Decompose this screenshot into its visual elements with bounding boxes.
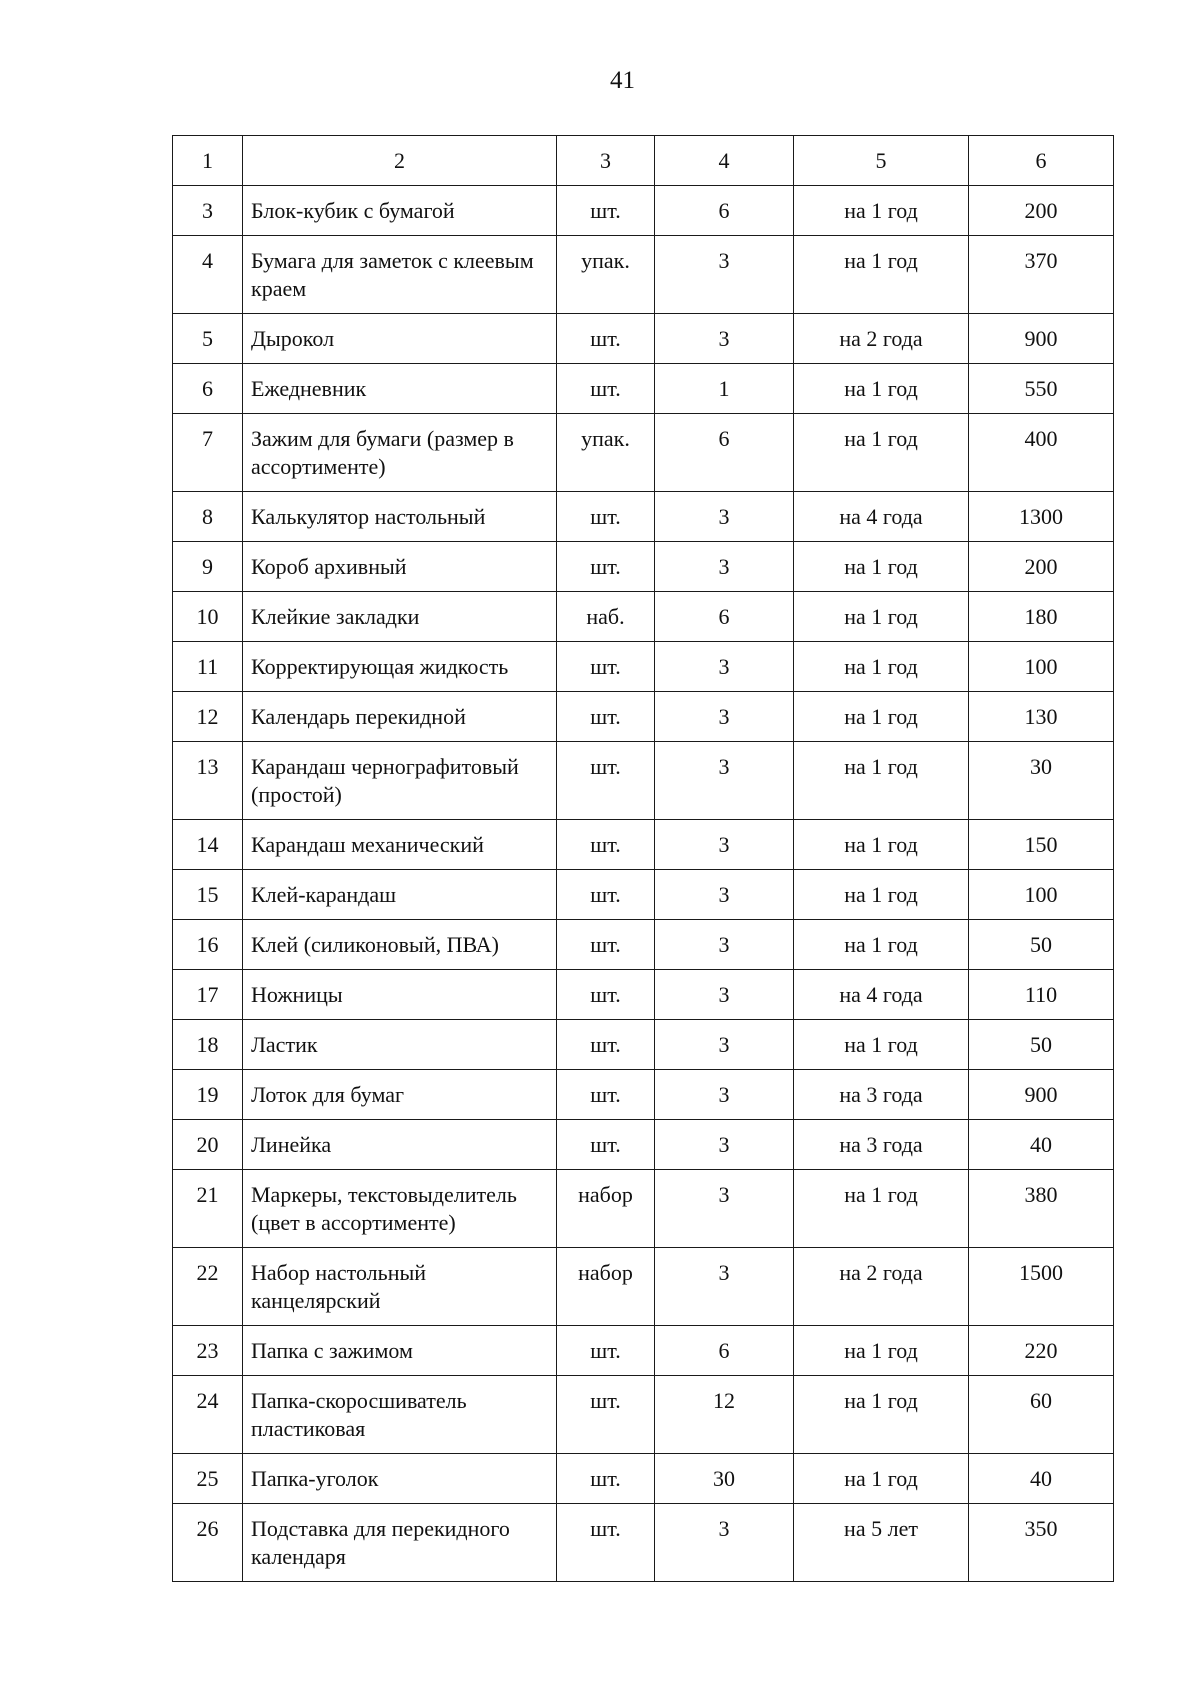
item-name-cell: Карандаш чернографитовый (простой) <box>243 742 557 820</box>
price-cell: 40 <box>969 1120 1114 1170</box>
table-row <box>173 1454 1114 1504</box>
quantity-cell: 3 <box>655 970 794 1020</box>
quantity-cell: 3 <box>655 1504 794 1582</box>
item-name-cell: Маркеры, текстовыделитель (цвет в ассортименте) <box>243 1170 557 1248</box>
quantity-cell: 6 <box>655 186 794 236</box>
price-cell: 200 <box>969 186 1114 236</box>
term-cell: на 1 год <box>794 414 969 492</box>
term-cell: на 1 год <box>794 236 969 314</box>
price-cell: 220 <box>969 1326 1114 1376</box>
row-number-cell: 26 <box>173 1504 243 1582</box>
item-name-cell: Калькулятор настольный <box>243 492 557 542</box>
term-cell: на 1 год <box>794 1170 969 1248</box>
unit-cell: шт. <box>557 1070 655 1120</box>
row-number-cell: 7 <box>173 414 243 492</box>
quantity-cell: 3 <box>655 314 794 364</box>
quantity-cell: 3 <box>655 820 794 870</box>
term-cell: на 1 год <box>794 1376 969 1454</box>
quantity-cell: 3 <box>655 1070 794 1120</box>
row-number-cell: 4 <box>173 236 243 314</box>
unit-cell: упак. <box>557 236 655 314</box>
term-cell: на 1 год <box>794 692 969 742</box>
price-cell: 350 <box>969 1504 1114 1582</box>
table-row <box>173 1120 1114 1170</box>
unit-cell: упак. <box>557 414 655 492</box>
quantity-cell: 6 <box>655 592 794 642</box>
item-name-cell: Ластик <box>243 1020 557 1070</box>
unit-cell: шт. <box>557 1376 655 1454</box>
row-number-cell: 23 <box>173 1326 243 1376</box>
quantity-cell: 3 <box>655 692 794 742</box>
table-row <box>173 1020 1114 1070</box>
row-number-cell: 6 <box>173 364 243 414</box>
row-number-cell: 25 <box>173 1454 243 1504</box>
price-cell: 200 <box>969 542 1114 592</box>
price-cell: 1500 <box>969 1248 1114 1326</box>
unit-cell: шт. <box>557 692 655 742</box>
row-number-cell: 20 <box>173 1120 243 1170</box>
header-cell: 6 <box>969 136 1114 186</box>
price-cell: 550 <box>969 364 1114 414</box>
header-cell: 2 <box>243 136 557 186</box>
price-cell: 50 <box>969 920 1114 970</box>
item-name-cell: Ежедневник <box>243 364 557 414</box>
table-row <box>173 820 1114 870</box>
table-row <box>173 1070 1114 1120</box>
item-name-cell: Подставка для перекидного календаря <box>243 1504 557 1582</box>
price-cell: 50 <box>969 1020 1114 1070</box>
unit-cell: шт. <box>557 642 655 692</box>
term-cell: на 1 год <box>794 920 969 970</box>
price-cell: 900 <box>969 314 1114 364</box>
table-row <box>173 1326 1114 1376</box>
term-cell: на 1 год <box>794 592 969 642</box>
row-number-cell: 8 <box>173 492 243 542</box>
table-row <box>173 970 1114 1020</box>
row-number-cell: 24 <box>173 1376 243 1454</box>
row-number-cell: 9 <box>173 542 243 592</box>
row-number-cell: 13 <box>173 742 243 820</box>
unit-cell: шт. <box>557 186 655 236</box>
item-name-cell: Блок-кубик с бумагой <box>243 186 557 236</box>
row-number-cell: 11 <box>173 642 243 692</box>
table-row <box>173 592 1114 642</box>
quantity-cell: 1 <box>655 364 794 414</box>
term-cell: на 1 год <box>794 742 969 820</box>
term-cell: на 1 год <box>794 1454 969 1504</box>
price-cell: 110 <box>969 970 1114 1020</box>
price-cell: 180 <box>969 592 1114 642</box>
item-name-cell: Лоток для бумаг <box>243 1070 557 1120</box>
table-row <box>173 920 1114 970</box>
row-number-cell: 12 <box>173 692 243 742</box>
unit-cell: шт. <box>557 1120 655 1170</box>
unit-cell: шт. <box>557 364 655 414</box>
page-number: 41 <box>610 67 635 94</box>
item-name-cell: Папка-уголок <box>243 1454 557 1504</box>
row-number-cell: 22 <box>173 1248 243 1326</box>
row-number-cell: 21 <box>173 1170 243 1248</box>
table-row <box>173 742 1114 820</box>
table-row <box>173 642 1114 692</box>
unit-cell: наб. <box>557 592 655 642</box>
term-cell: на 1 год <box>794 1020 969 1070</box>
unit-cell: шт. <box>557 1504 655 1582</box>
price-cell: 150 <box>969 820 1114 870</box>
quantity-cell: 3 <box>655 1248 794 1326</box>
unit-cell: шт. <box>557 870 655 920</box>
term-cell: на 1 год <box>794 870 969 920</box>
unit-cell: шт. <box>557 1454 655 1504</box>
unit-cell: набор <box>557 1248 655 1326</box>
row-number-cell: 10 <box>173 592 243 642</box>
item-name-cell: Линейка <box>243 1120 557 1170</box>
unit-cell: шт. <box>557 314 655 364</box>
unit-cell: шт. <box>557 970 655 1020</box>
unit-cell: шт. <box>557 542 655 592</box>
term-cell: на 3 года <box>794 1070 969 1120</box>
quantity-cell: 12 <box>655 1376 794 1454</box>
price-cell: 40 <box>969 1454 1114 1504</box>
header-cell: 5 <box>794 136 969 186</box>
price-cell: 1300 <box>969 492 1114 542</box>
table-row <box>173 870 1114 920</box>
table-row <box>173 186 1114 236</box>
quantity-cell: 3 <box>655 1020 794 1070</box>
item-name-cell: Набор настольный канцелярский <box>243 1248 557 1326</box>
quantity-cell: 3 <box>655 742 794 820</box>
price-cell: 130 <box>969 692 1114 742</box>
price-cell: 400 <box>969 414 1114 492</box>
table-row <box>173 1376 1114 1454</box>
unit-cell: шт. <box>557 742 655 820</box>
row-number-cell: 16 <box>173 920 243 970</box>
table-row <box>173 236 1114 314</box>
unit-cell: шт. <box>557 1020 655 1070</box>
unit-cell: шт. <box>557 1326 655 1376</box>
term-cell: на 3 года <box>794 1120 969 1170</box>
header-cell: 1 <box>173 136 243 186</box>
price-cell: 100 <box>969 870 1114 920</box>
supplies-table <box>172 135 1114 1582</box>
term-cell: на 2 года <box>794 314 969 364</box>
price-cell: 60 <box>969 1376 1114 1454</box>
item-name-cell: Папка с зажимом <box>243 1326 557 1376</box>
term-cell: на 1 год <box>794 1326 969 1376</box>
row-number-cell: 15 <box>173 870 243 920</box>
quantity-cell: 3 <box>655 492 794 542</box>
quantity-cell: 3 <box>655 1120 794 1170</box>
row-number-cell: 18 <box>173 1020 243 1070</box>
table-header-row <box>173 136 1114 186</box>
quantity-cell: 3 <box>655 236 794 314</box>
table-row <box>173 542 1114 592</box>
price-cell: 100 <box>969 642 1114 692</box>
price-cell: 900 <box>969 1070 1114 1120</box>
table-row <box>173 414 1114 492</box>
term-cell: на 1 год <box>794 820 969 870</box>
term-cell: на 1 год <box>794 364 969 414</box>
item-name-cell: Календарь перекидной <box>243 692 557 742</box>
unit-cell: шт. <box>557 920 655 970</box>
price-cell: 380 <box>969 1170 1114 1248</box>
quantity-cell: 3 <box>655 870 794 920</box>
row-number-cell: 3 <box>173 186 243 236</box>
term-cell: на 4 года <box>794 970 969 1020</box>
item-name-cell: Папка-скоросшиватель пластиковая <box>243 1376 557 1454</box>
item-name-cell: Клей-карандаш <box>243 870 557 920</box>
term-cell: на 1 год <box>794 186 969 236</box>
table-row <box>173 492 1114 542</box>
quantity-cell: 6 <box>655 1326 794 1376</box>
item-name-cell: Зажим для бумаги (размер в ассортименте) <box>243 414 557 492</box>
price-cell: 370 <box>969 236 1114 314</box>
table-row <box>173 1504 1114 1582</box>
item-name-cell: Клейкие закладки <box>243 592 557 642</box>
row-number-cell: 5 <box>173 314 243 364</box>
item-name-cell: Бумага для заметок с клеевым краем <box>243 236 557 314</box>
unit-cell: шт. <box>557 820 655 870</box>
term-cell: на 1 год <box>794 642 969 692</box>
quantity-cell: 3 <box>655 642 794 692</box>
item-name-cell: Короб архивный <box>243 542 557 592</box>
row-number-cell: 17 <box>173 970 243 1020</box>
header-cell: 4 <box>655 136 794 186</box>
term-cell: на 4 года <box>794 492 969 542</box>
quantity-cell: 30 <box>655 1454 794 1504</box>
price-cell: 30 <box>969 742 1114 820</box>
table-row <box>173 692 1114 742</box>
row-number-cell: 19 <box>173 1070 243 1120</box>
table-row <box>173 1170 1114 1248</box>
quantity-cell: 6 <box>655 414 794 492</box>
row-number-cell: 14 <box>173 820 243 870</box>
table-row <box>173 364 1114 414</box>
term-cell: на 1 год <box>794 542 969 592</box>
header-cell: 3 <box>557 136 655 186</box>
table-row <box>173 1248 1114 1326</box>
term-cell: на 2 года <box>794 1248 969 1326</box>
item-name-cell: Дырокол <box>243 314 557 364</box>
term-cell: на 5 лет <box>794 1504 969 1582</box>
item-name-cell: Ножницы <box>243 970 557 1020</box>
table-row <box>173 314 1114 364</box>
item-name-cell: Карандаш механический <box>243 820 557 870</box>
unit-cell: набор <box>557 1170 655 1248</box>
quantity-cell: 3 <box>655 920 794 970</box>
quantity-cell: 3 <box>655 1170 794 1248</box>
item-name-cell: Корректирующая жидкость <box>243 642 557 692</box>
unit-cell: шт. <box>557 492 655 542</box>
item-name-cell: Клей (силиконовый, ПВА) <box>243 920 557 970</box>
quantity-cell: 3 <box>655 542 794 592</box>
